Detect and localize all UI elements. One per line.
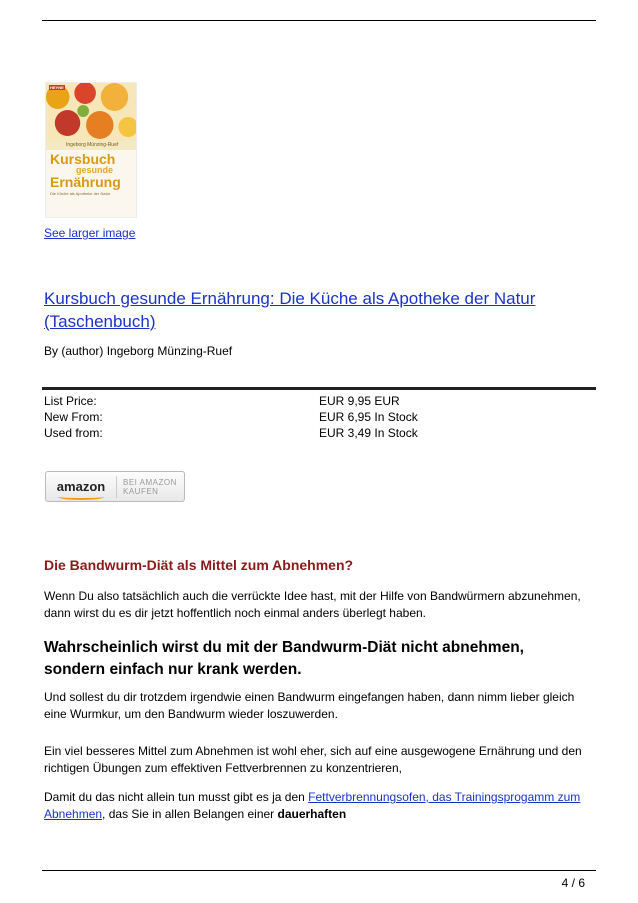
emphasis-heading: Wahrscheinlich wirst du mit der Bandwurm-Diät nicht abnehmen, sondern einfach nur krank werden. (44, 639, 524, 678)
price-label: Used from: (44, 426, 103, 440)
price-value: EUR 6,95 In Stock (319, 410, 418, 424)
amazon-button-line1: BEI AMAZON (123, 477, 177, 487)
price-divider (42, 387, 596, 390)
page-number: 4 / 6 (561, 876, 585, 890)
cover-subtitle: Die Küche als Apotheke der Natur (50, 191, 111, 196)
fettverbrennungsofen-link[interactable]: Fettverbrennungsofen, das Trainingsprogamm zum Abnehmen (44, 790, 581, 821)
paragraph-4-text-cont: , das Sie in allen Belangen einer (102, 807, 278, 821)
paragraph-4-text: Damit du das nicht allein tun musst gibt es ja den (44, 790, 309, 804)
amazon-logo-text: amazon (56, 479, 106, 494)
see-larger-image-link[interactable]: See larger image (44, 226, 136, 240)
paragraph-4-bold: dauerhaften (277, 807, 347, 821)
section-heading: Die Bandwurm-Diät als Mittel zum Abnehmen? (44, 557, 354, 573)
cover-title-line1: Kursbuch (50, 151, 116, 167)
book-title-link[interactable]: Kursbuch gesunde Ernährung: Die Küche als Apotheke der Natur (Taschenbuch) (44, 289, 536, 331)
paragraph-3: Ein viel besseres Mittel zum Abnehmen ist wohl eher, sich auf eine ausgewogene Ernährung und den richtigen Übungen zum effektiven Fettverbrennen zu konzentrieren, (44, 744, 582, 775)
fruit-illustration (46, 83, 136, 141)
amazon-logo (46, 479, 116, 494)
price-row-used (44, 425, 584, 441)
amazon-button-line2: KAUFEN (123, 486, 159, 496)
paragraph-1: Wenn Du also tatsächlich auch die verrückte Idee hast, mit der Hilfe von Bandwürmern abzunehmen, dann wirst du es dir jetzt hoffentlich noch einmal anders überlegt haben. (44, 589, 581, 620)
cover-title-line2: gesunde (76, 165, 114, 175)
paragraph-4 (44, 789, 589, 823)
price-row-new (44, 409, 584, 425)
publisher-logo: HEYNE (50, 85, 64, 90)
cover-author: Ingeborg Münzing-Ruef (46, 141, 136, 150)
top-rule (42, 20, 596, 21)
buy-at-amazon-button[interactable] (45, 471, 185, 502)
amazon-smile-icon (58, 494, 104, 500)
bottom-rule (42, 870, 596, 871)
book-cover-image[interactable] (45, 82, 137, 218)
price-row-list (44, 393, 584, 409)
price-value: EUR 3,49 In Stock (319, 426, 418, 440)
price-label: New From: (44, 410, 103, 424)
amazon-button-label (117, 478, 177, 496)
paragraph-2: Und sollest du dir trotzdem irgendwie einen Bandwurm eingefangen haben, dann nimm lieber gleich eine Wurmkur, um den Bandwurm wieder loszuwerden. (44, 690, 575, 721)
cover-title-line3: Ernährung (50, 174, 121, 190)
price-table (44, 393, 584, 441)
price-label: List Price: (44, 394, 97, 408)
author-byline: By (author) Ingeborg Münzing-Ruef (44, 344, 233, 358)
price-value: EUR 9,95 EUR (319, 394, 400, 408)
